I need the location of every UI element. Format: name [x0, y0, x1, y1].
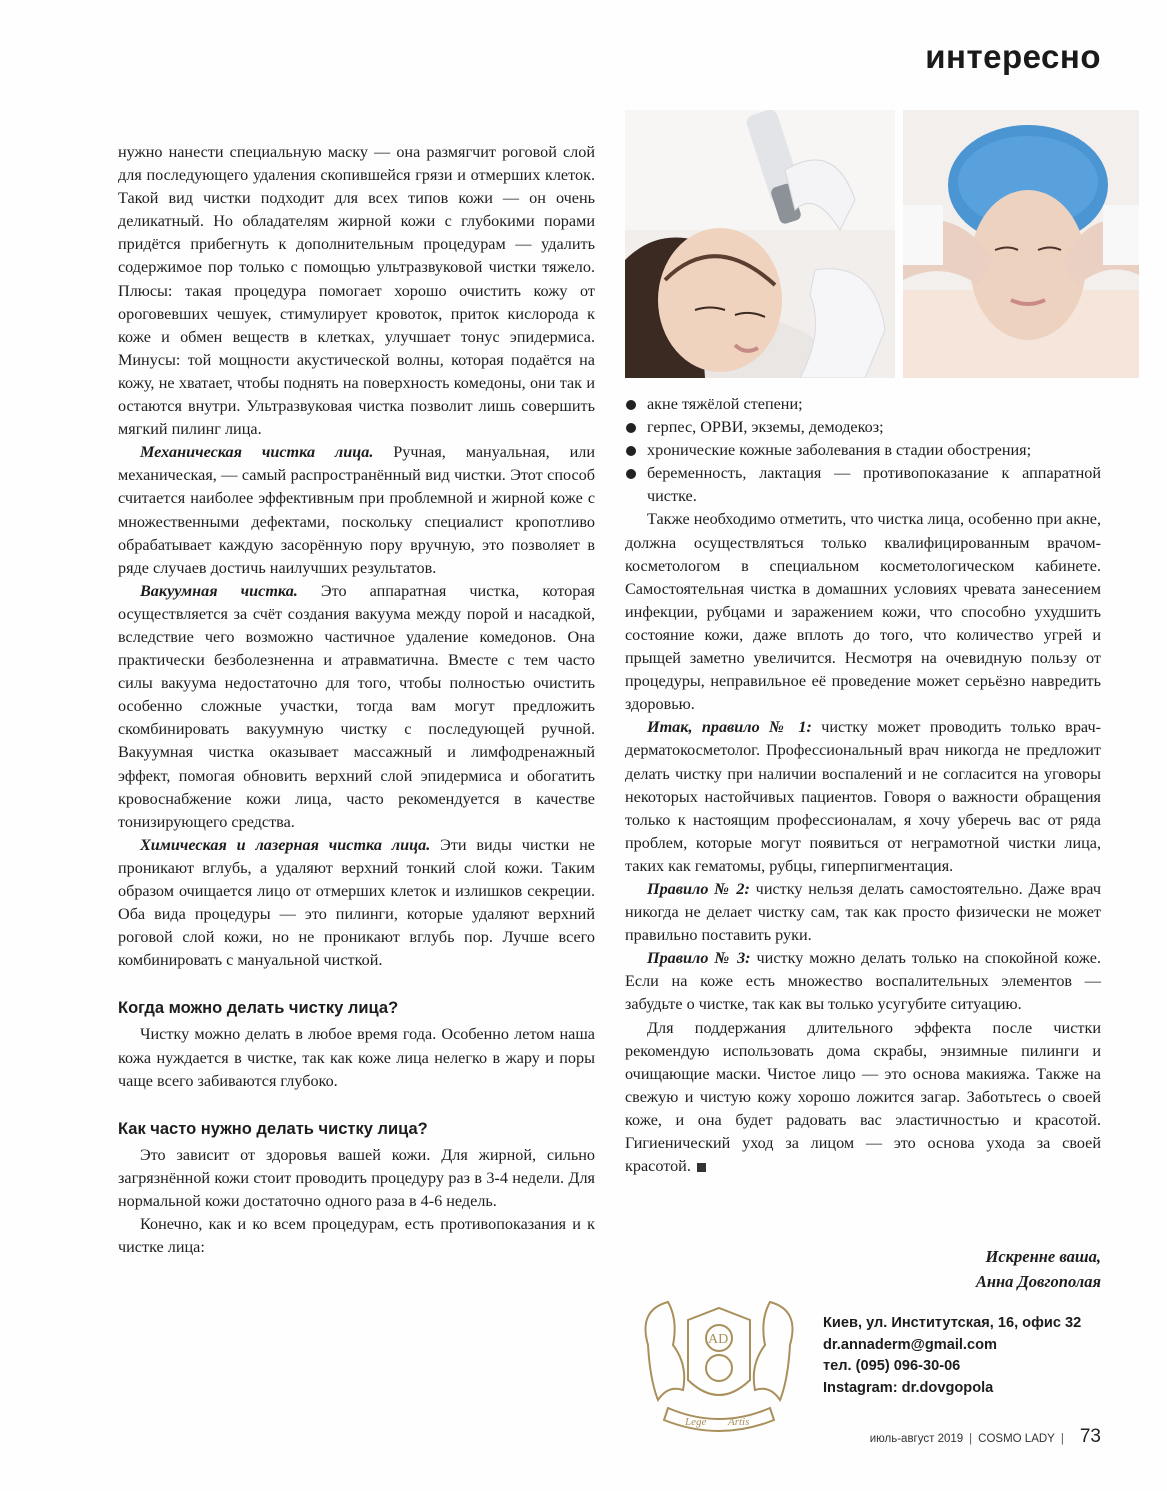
paragraph-mechanical — [118, 441, 595, 580]
clinic-logo-icon — [628, 1290, 810, 1440]
text-rule-3: чистку можно делать только на спокойной коже. Если на коже есть множество воспалительных элементов — забудьте о чистке, так как вы только усугубите ситуацию. — [625, 949, 1101, 1014]
section-label: интересно — [925, 38, 1101, 75]
right-column — [625, 393, 1101, 1178]
bullet-icon — [626, 469, 636, 479]
bullet-icon — [626, 446, 636, 456]
magazine-name: COSMO LADY — [978, 1433, 1055, 1445]
lead-vacuum: Вакуумная чистка. — [140, 581, 298, 600]
lead-rule-2: Правило № 2: — [647, 879, 750, 898]
contraindications-list — [625, 393, 1101, 508]
page-number: 73 — [1079, 1426, 1101, 1447]
photo-manual-cleaning — [903, 110, 1139, 378]
signature-line-1: Искренне ваша, — [985, 1247, 1101, 1266]
photo-ultrasonic-cleaning — [625, 110, 895, 378]
list-item: акне тяжёлой степени; — [625, 393, 1101, 416]
bullet-icon — [626, 400, 636, 410]
contact-instagram[interactable]: Instagram: dr.dovgopola — [823, 1379, 994, 1396]
paragraph-rule-3 — [625, 947, 1101, 1016]
paragraph-how-often-2: Конечно, как и ко всем процедурам, есть противопоказания и к чистке лица: — [118, 1215, 595, 1257]
footer-separator: | — [969, 1433, 973, 1445]
signature — [976, 1244, 1101, 1294]
logo-ribbon-left: Lege — [685, 1416, 707, 1428]
list-item: беременность, лактация — противопоказание к аппаратной чистке. — [625, 462, 1101, 508]
text-mechanical: Ручная, мануальная, или механическая, — самый распространённый вид чистки. Этот способ считается наиболее эффективным при проблемной и жирной коже с множественными дефектами, поскольку специалист кропотливо обрабатывает каждую засорённую пору вручную, это позволяет в ряде случаев достичь наилучших результатов. — [118, 443, 595, 577]
paragraph-ultrasonic: нужно нанести специальную маску — она размягчит роговой слой для последующего удаления скопившейся грязи и отмерших клеток. Такой вид чистки подходит для всех типов кожи — он очень деликатный. Но обладателям жирной кожи с глубокими порами придётся прибегнуть к дополнительным процедурам — удалить содержимое пор только с помощью ультразвуковой чистки тяжело. Плюсы: такая процедура помогает хорошо очистить кожу от ороговевших чешуек, стимулирует кровоток, приток кислорода к коже и обмен веществ в клетках, улучшает тонус эпидермиса. Минусы: той мощности акустической волны, которая подаётся на кожу, не хватает, чтобы поднять на поверхность комедоны, они так и остаются внутри. Ультразвуковая чистка позволит лишь совершить мягкий пилинг лица. — [118, 143, 595, 439]
logo-ribbon-right: Artis — [728, 1416, 750, 1428]
contacts-block — [823, 1313, 1081, 1399]
bullet-icon — [626, 423, 636, 433]
paragraph-when: Чистку можно делать в любое время года. Особенно летом наша кожа нуждается в чистке, так как коже лица нелегко в жару и поры чаще всего забиваются глубоко. — [118, 1025, 595, 1090]
page-footer — [870, 1426, 1101, 1448]
paragraph-rule-1 — [625, 716, 1101, 878]
paragraph-how-often-1: Это зависит от здоровья вашей кожи. Для жирной, сильно загрязнённой кожи стоит проводить процедуру раз в 3-4 недели. Для нормальной кожи достаточно одного раза в 4-6 недель. — [118, 1145, 595, 1211]
lead-rule-1: Итак, правило № 1: — [647, 718, 812, 737]
logo-monogram: AD — [708, 1332, 729, 1347]
left-column — [118, 141, 595, 1259]
paragraph-qualified: Также необходимо отметить, что чистка лица, особенно при акне, должна осуществляться только квалифицированным врачом-косметологом в специальном косметологическом кабинете. Самостоятельная чистка в домашних условиях чревата занесением инфекции, рубцами и заражением кожи, что способно ухудшить состояние кожи, даже вплоть до того, что количество угрей и прыщей заметно увеличится. Несмотря на очевидную пользу от процедуры, неправильное её проведение может серьёзно навредить здоровью. — [625, 510, 1101, 714]
heading-when: Когда можно делать чистку лица? — [118, 999, 399, 1018]
lead-chemical: Химическая и лазерная чистка лица. — [140, 835, 431, 854]
text-vacuum: Это аппаратная чистка, которая осуществляется за счёт создания вакуума между порой и насадкой, вследствие чего возможно частичное удаление комедонов. Она практически безболезненна и атравматична. Вместе с тем часто силы вакуума недостаточно для того, чтобы полностью очистить особенно сложные участки, тогда вам могут предложить скомбинировать вакуумную чистку с последующей ручной. Вакуумная чистка оказывает массажный и лимфодренажный эффект, помогая обновить верхний слой эпидермиса и обогатить кровоснабжение кожи лица, часто рекомендуется в качестве тонизирующего средства. — [118, 581, 595, 831]
lead-rule-3: Правило № 3: — [647, 949, 751, 968]
signature-line-2: Анна Довгополая — [975, 1272, 1101, 1291]
end-mark-icon — [697, 1163, 706, 1172]
text-rule-1: чистку может проводить только врач-дерматокосметолог. Профессиональный врач никогда не предложит делать чистку при наличии воспалений и не согласится на уговоры некоторых настойчивых пациентов. Говоря о важности обращения только к настоящим профессионалам, я хочу уберечь вас от ряда проблем, которые могут появиться от неграмотной чистки лица, таких как гематомы, рубцы, гиперпигментация. — [625, 718, 1101, 875]
contact-phone: тел. (095) 096-30-06 — [823, 1358, 961, 1374]
text-rule-2: чистку нельзя делать самостоятельно. Даже врач никогда не делает чистку сам, так как просто физически не может правильно поставить руки. — [625, 879, 1101, 945]
issue-date: июль-август 2019 — [869, 1433, 964, 1445]
list-item: хронические кожные заболевания в стадии обострения; — [625, 439, 1101, 462]
paragraph-chemical — [118, 834, 595, 973]
contact-email[interactable]: dr.annaderm@gmail.com — [823, 1336, 997, 1353]
contact-address: Киев, ул. Институтская, 16, офис 32 — [823, 1315, 1082, 1331]
lead-mechanical: Механическая чистка лица. — [140, 443, 374, 462]
paragraph-vacuum — [118, 580, 595, 834]
text-chemical: Эти виды чистки не проникают вглубь, а удаляют верхний тонкий слой кожи. Таким образом очищается лицо от отмерших клеток и излишков секреции. Оба вида процедуры — это пилинги, которые удаляют верхний роговой слой кожи, но не проникают вглубь пор. Лучше всего комбинировать с мануальной чисткой. — [118, 835, 595, 970]
heading-how-often: Как часто нужно делать чистку лица? — [118, 1119, 428, 1138]
paragraph-rule-2 — [625, 878, 1101, 947]
paragraph-final: Для поддержания длительного эффекта после чистки рекомендую использовать дома скрабы, энзимные пилинги и очищающие маски. Чистое лицо — это основа макияжа. Также на свежую и чистую кожу хорошо ложится загар. Заботьтесь о своей коже, и она будет радовать вас эластичностью и красотой. Гигиенический уход за лицом — это основа ухода за своей красотой. — [625, 1018, 1101, 1176]
list-item: герпес, ОРВИ, экземы, демодекоз; — [625, 416, 1101, 439]
footer-separator: | — [1060, 1433, 1064, 1445]
